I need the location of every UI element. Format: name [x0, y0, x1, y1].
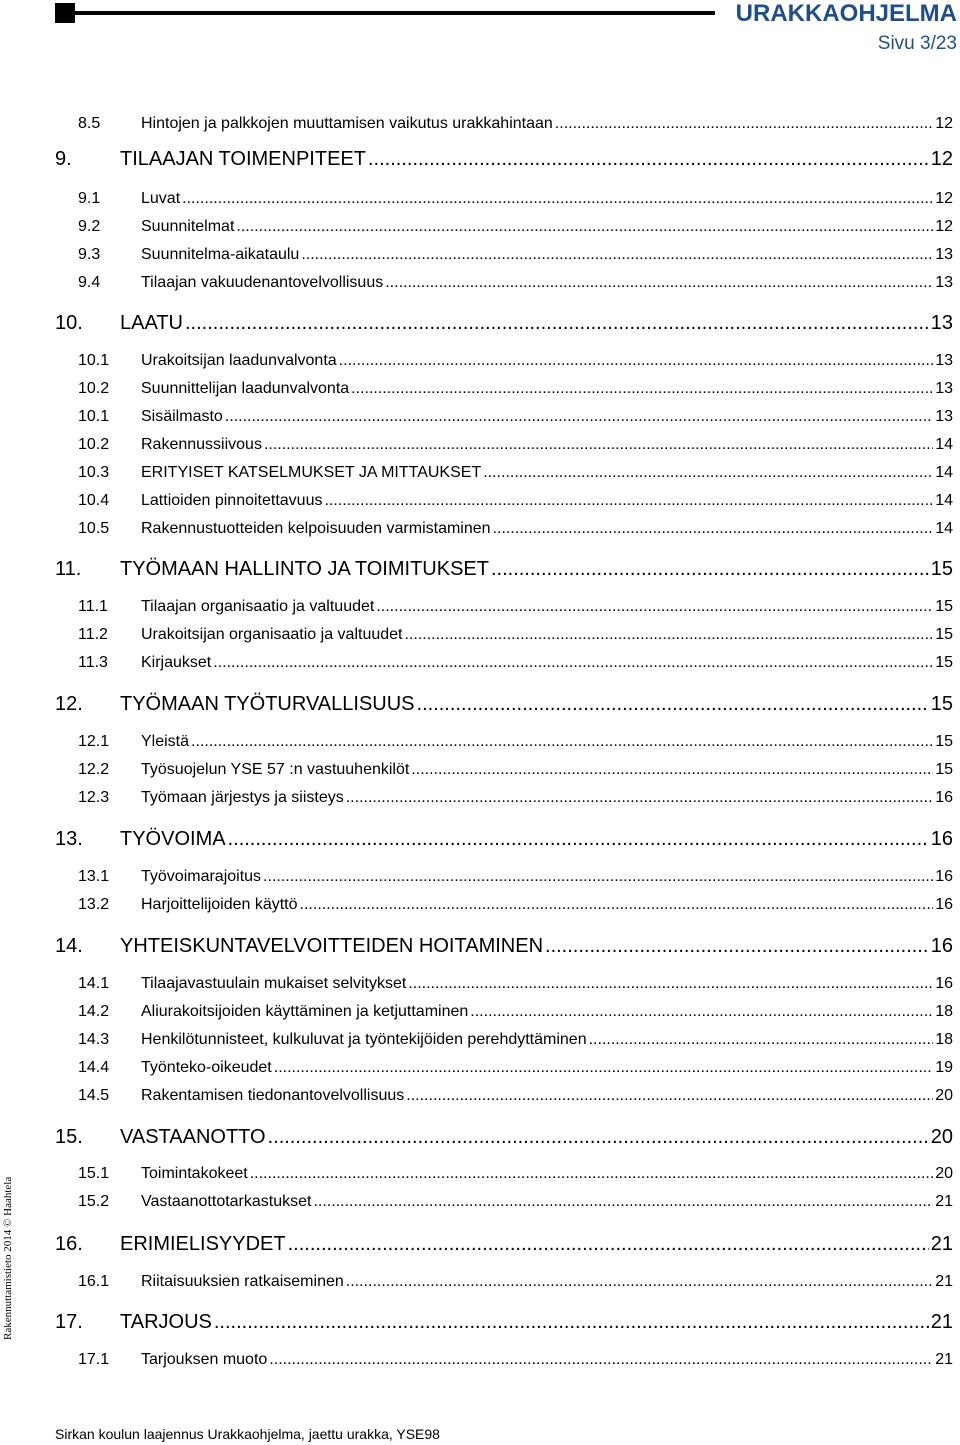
- toc-entry-number: 11.2: [78, 626, 108, 643]
- toc-entry-page: 12: [935, 190, 953, 207]
- toc-entry-page: 14: [935, 464, 953, 481]
- toc-entry-number: 9.4: [78, 274, 101, 291]
- toc-entry[interactable]: [0, 1087, 960, 1113]
- toc-entry-title: Harjoittelijoiden käyttö: [141, 896, 298, 913]
- toc-entry-page: 13: [935, 246, 953, 263]
- toc-entry-page: 20: [935, 1165, 953, 1182]
- toc-entry[interactable]: [0, 761, 960, 787]
- toc-dot-leader: [411, 761, 933, 779]
- toc-entry[interactable]: [0, 733, 960, 759]
- toc-entry-number: 10.4: [78, 492, 110, 509]
- toc-dot-leader: [268, 1126, 929, 1149]
- toc-entry[interactable]: [0, 935, 960, 961]
- toc-dot-leader: [313, 1193, 933, 1211]
- toc-dot-leader: [269, 1351, 933, 1369]
- toc-entry-number: 10.2: [78, 380, 110, 397]
- toc-dot-leader: [263, 868, 933, 886]
- toc-entry-title: Riitaisuuksien ratkaiseminen: [141, 1273, 344, 1290]
- toc-entry[interactable]: [0, 558, 960, 584]
- toc-entry-number: 12.2: [78, 761, 110, 778]
- toc-entry-title: Urakoitsijan laadunvalvonta: [141, 352, 337, 369]
- toc-entry-title: Urakoitsijan organisaatio ja valtuudet: [141, 626, 403, 643]
- toc-entry[interactable]: [0, 274, 960, 300]
- document-title: URAKKAOHJELMA: [735, 0, 957, 27]
- toc-entry-title: ERIMIELISYYDET: [120, 1233, 286, 1255]
- toc-dot-leader: [408, 975, 933, 993]
- toc-entry-page: 15: [935, 626, 953, 643]
- toc-entry[interactable]: [0, 1031, 960, 1057]
- toc-entry[interactable]: [0, 190, 960, 216]
- toc-entry-page: 15: [930, 558, 953, 580]
- toc-dot-leader: [555, 115, 933, 133]
- toc-entry-page: 14: [935, 520, 953, 537]
- toc-entry[interactable]: [0, 1233, 960, 1259]
- toc-entry-title: Tilaajan organisaatio ja valtuudet: [141, 598, 375, 615]
- toc-entry-title: YHTEISKUNTAVELVOITTEIDEN HOITAMINEN: [120, 935, 544, 957]
- toc-dot-leader: [483, 464, 933, 482]
- toc-entry-title: Hintojen ja palkkojen muuttamisen vaikutus urakkahintaan: [141, 115, 553, 132]
- toc-entry[interactable]: [0, 520, 960, 546]
- toc-dot-leader: [185, 312, 929, 335]
- toc-entry-page: 16: [935, 975, 953, 992]
- toc-dot-leader: [406, 1087, 933, 1105]
- toc-entry-title: Rakennustuotteiden kelpoisuuden varmistaminen: [141, 520, 491, 537]
- page-number: Sivu 3/23: [877, 33, 957, 54]
- toc-entry-page: 18: [935, 1003, 953, 1020]
- toc-dot-leader: [339, 352, 934, 370]
- toc-entry[interactable]: [0, 1311, 960, 1337]
- toc-entry[interactable]: [0, 868, 960, 894]
- toc-dot-leader: [214, 1311, 929, 1334]
- toc-dot-leader: [470, 1003, 933, 1021]
- toc-dot-leader: [491, 558, 929, 581]
- toc-entry[interactable]: [0, 492, 960, 518]
- toc-entry-page: 12: [935, 218, 953, 235]
- toc-dot-leader: [404, 626, 933, 644]
- toc-entry[interactable]: [0, 693, 960, 719]
- toc-entry-page: 12: [935, 115, 953, 132]
- toc-entry-title: Suunnitelmat: [141, 218, 235, 235]
- toc-entry-number: 14.: [55, 935, 83, 957]
- toc-entry[interactable]: [0, 828, 960, 854]
- toc-entry-number: 16.1: [78, 1273, 110, 1290]
- toc-entry-number: 11.1: [78, 598, 108, 615]
- toc-entry-page: 15: [935, 654, 953, 671]
- toc-entry-number: 16.: [55, 1233, 83, 1255]
- toc-entry-title: TILAAJAN TOIMENPITEET: [120, 148, 366, 170]
- toc-entry-page: 14: [935, 492, 953, 509]
- toc-entry-page: 15: [935, 733, 953, 750]
- toc-entry-number: 9.2: [78, 218, 101, 235]
- toc-entry-title: VASTAANOTTO: [120, 1126, 266, 1148]
- toc-dot-leader: [351, 380, 933, 398]
- toc-entry-title: Henkilötunnisteet, kulkuluvat ja työntekijöiden perehdyttäminen: [141, 1031, 587, 1048]
- toc-dot-leader: [250, 1165, 933, 1183]
- toc-entry[interactable]: [0, 1193, 960, 1219]
- toc-entry-title: Aliurakoitsijoiden käyttäminen ja ketjuttaminen: [141, 1003, 469, 1020]
- toc-dot-leader: [274, 1059, 933, 1077]
- toc-entry-number: 17.1: [78, 1351, 110, 1368]
- toc-entry[interactable]: [0, 1003, 960, 1029]
- toc-entry-title: Tilaajavastuulain mukaiset selvitykset: [141, 975, 407, 992]
- toc-entry-number: 17.: [55, 1311, 83, 1333]
- toc-entry-page: 13: [930, 312, 953, 334]
- toc-dot-leader: [368, 148, 929, 171]
- toc-entry-page: 16: [935, 789, 953, 806]
- toc-entry-title: Luvat: [141, 190, 181, 207]
- toc-entry-number: 10.5: [78, 520, 110, 537]
- toc-entry[interactable]: [0, 218, 960, 244]
- toc-entry-number: 10.1: [78, 352, 110, 369]
- toc-entry-page: 13: [935, 380, 953, 397]
- toc-dot-leader: [191, 733, 933, 751]
- toc-entry-title: Työmaan järjestys ja siisteys: [141, 789, 344, 806]
- toc-entry-page: 13: [935, 352, 953, 369]
- toc-entry-title: Työvoimarajoitus: [141, 868, 262, 885]
- toc-entry-page: 12: [930, 148, 953, 170]
- toc-entry[interactable]: [0, 654, 960, 680]
- toc-entry[interactable]: [0, 312, 960, 338]
- copyright-note: Rakennuttamistieto 2014 © Haahtela: [2, 1176, 14, 1340]
- toc-entry-number: 10.3: [78, 464, 110, 481]
- toc-entry-number: 9.: [55, 148, 72, 170]
- toc-entry[interactable]: [0, 1273, 960, 1299]
- toc-entry[interactable]: [0, 975, 960, 1001]
- toc-entry-title: LAATU: [120, 312, 183, 334]
- toc-dot-leader: [300, 896, 934, 914]
- toc-entry-page: 21: [935, 1193, 953, 1210]
- toc-entry-page: 15: [935, 761, 953, 778]
- toc-entry-page: 16: [935, 868, 953, 885]
- toc-entry-title: Kirjaukset: [141, 654, 212, 671]
- toc-dot-leader: [545, 935, 929, 958]
- toc-entry[interactable]: [0, 1126, 960, 1152]
- toc-dot-leader: [385, 274, 933, 292]
- toc-entry-page: 18: [935, 1031, 953, 1048]
- toc-entry-title: Lattioiden pinnoitettavuus: [141, 492, 323, 509]
- toc-entry-page: 13: [935, 408, 953, 425]
- toc-entry-title: Työsuojelun YSE 57 :n vastuuhenkilöt: [141, 761, 410, 778]
- toc-entry-page: 20: [930, 1126, 953, 1148]
- toc-entry-page: 16: [935, 896, 953, 913]
- toc-entry-number: 8.5: [78, 115, 101, 132]
- toc-entry-title: Suunnittelijan laadunvalvonta: [141, 380, 350, 397]
- toc-entry-page: 16: [930, 828, 953, 850]
- toc-entry[interactable]: [0, 436, 960, 462]
- toc-entry[interactable]: [0, 1351, 960, 1377]
- toc-entry-title: TYÖVOIMA: [120, 828, 226, 850]
- toc-entry-number: 14.3: [78, 1031, 110, 1048]
- toc-entry[interactable]: [0, 408, 960, 434]
- toc-entry-title: Suunnitelma-aikataulu: [141, 246, 300, 263]
- toc-entry-number: 15.: [55, 1126, 83, 1148]
- toc-dot-leader: [301, 246, 933, 264]
- toc-entry-number: 10.2: [78, 436, 110, 453]
- toc-entry-number: 15.1: [78, 1165, 110, 1182]
- toc-entry-title: Toimintakokeet: [141, 1165, 248, 1182]
- toc-entry-title: Yleistä: [141, 733, 190, 750]
- toc-entry[interactable]: [0, 148, 960, 174]
- toc-entry-page: 20: [935, 1087, 953, 1104]
- toc-entry-number: 14.2: [78, 1003, 110, 1020]
- toc-entry-number: 13.: [55, 828, 83, 850]
- toc-entry-page: 15: [930, 693, 953, 715]
- toc-entry-page: 19: [935, 1059, 953, 1076]
- toc-dot-leader: [417, 693, 929, 716]
- toc-entry-number: 12.1: [78, 733, 110, 750]
- toc-dot-leader: [264, 436, 933, 454]
- toc-entry[interactable]: [0, 896, 960, 922]
- toc-dot-leader: [236, 218, 933, 236]
- toc-entry-page: 15: [935, 598, 953, 615]
- toc-entry[interactable]: [0, 464, 960, 490]
- toc-dot-leader: [493, 520, 934, 538]
- toc-entry-number: 9.1: [78, 190, 101, 207]
- toc-dot-leader: [346, 1273, 933, 1291]
- toc-entry-page: 14: [935, 436, 953, 453]
- toc-entry[interactable]: [0, 246, 960, 272]
- toc-dot-leader: [324, 492, 933, 510]
- toc-entry[interactable]: [0, 626, 960, 652]
- toc-entry-title: ERITYISET KATSELMUKSET JA MITTAUKSET: [141, 464, 482, 481]
- toc-entry-page: 16: [930, 935, 953, 957]
- toc-entry-title: Tilaajan vakuudenantovelvollisuus: [141, 274, 384, 291]
- toc-entry-number: 15.2: [78, 1193, 110, 1210]
- toc-entry[interactable]: [0, 1059, 960, 1085]
- toc-entry-page: 21: [930, 1311, 953, 1333]
- toc-entry-number: 11.3: [78, 654, 108, 671]
- toc-dot-leader: [213, 654, 933, 672]
- toc-entry-page: 21: [930, 1233, 953, 1255]
- toc-entry-page: 21: [935, 1351, 953, 1368]
- toc-entry[interactable]: [0, 598, 960, 624]
- toc-dot-leader: [346, 789, 933, 807]
- toc-entry-title: TYÖMAAN TYÖTURVALLISUUS: [120, 693, 415, 715]
- toc-entry[interactable]: [0, 352, 960, 378]
- toc-entry-number: 13.1: [78, 868, 110, 885]
- toc-entry-title: Rakentamisen tiedonantovelvollisuus: [141, 1087, 405, 1104]
- toc-entry-page: 13: [935, 274, 953, 291]
- toc-entry-number: 13.2: [78, 896, 110, 913]
- toc-entry-number: 11.: [55, 558, 82, 580]
- toc-entry-title: TARJOUS: [120, 1311, 212, 1333]
- toc-entry-number: 14.5: [78, 1087, 110, 1104]
- toc-entry-page: 21: [935, 1273, 953, 1290]
- toc-entry-number: 14.1: [78, 975, 110, 992]
- toc-entry[interactable]: [0, 1165, 960, 1191]
- toc-dot-leader: [228, 828, 929, 851]
- toc-dot-leader: [288, 1233, 929, 1256]
- toc-dot-leader: [589, 1031, 934, 1049]
- toc-entry-number: 10.: [55, 312, 83, 334]
- toc-entry[interactable]: [0, 115, 960, 141]
- toc-entry-title: Tarjouksen muoto: [141, 1351, 268, 1368]
- page-footer: Sirkan koulun laajennus Urakkaohjelma, jaettu urakka, YSE98: [55, 1426, 440, 1442]
- toc-dot-leader: [376, 598, 933, 616]
- toc-entry-title: TYÖMAAN HALLINTO JA TOIMITUKSET: [120, 558, 489, 580]
- toc-entry-title: Vastaanottotarkastukset: [141, 1193, 312, 1210]
- toc-entry-title: Työnteko-oikeudet: [141, 1059, 272, 1076]
- toc-entry-number: 10.1: [78, 408, 110, 425]
- toc-entry-number: 12.: [55, 693, 83, 715]
- toc-dot-leader: [182, 190, 933, 208]
- toc-entry-title: Rakennussiivous: [141, 436, 262, 453]
- toc-entry-number: 12.3: [78, 789, 110, 806]
- toc-dot-leader: [225, 408, 933, 426]
- toc-entry-number: 9.3: [78, 246, 101, 263]
- toc-entry-number: 14.4: [78, 1059, 110, 1076]
- toc-entry[interactable]: [0, 380, 960, 406]
- toc-entry-title: Sisäilmasto: [141, 408, 223, 425]
- header-rule: [55, 11, 715, 15]
- toc-entry[interactable]: [0, 789, 960, 815]
